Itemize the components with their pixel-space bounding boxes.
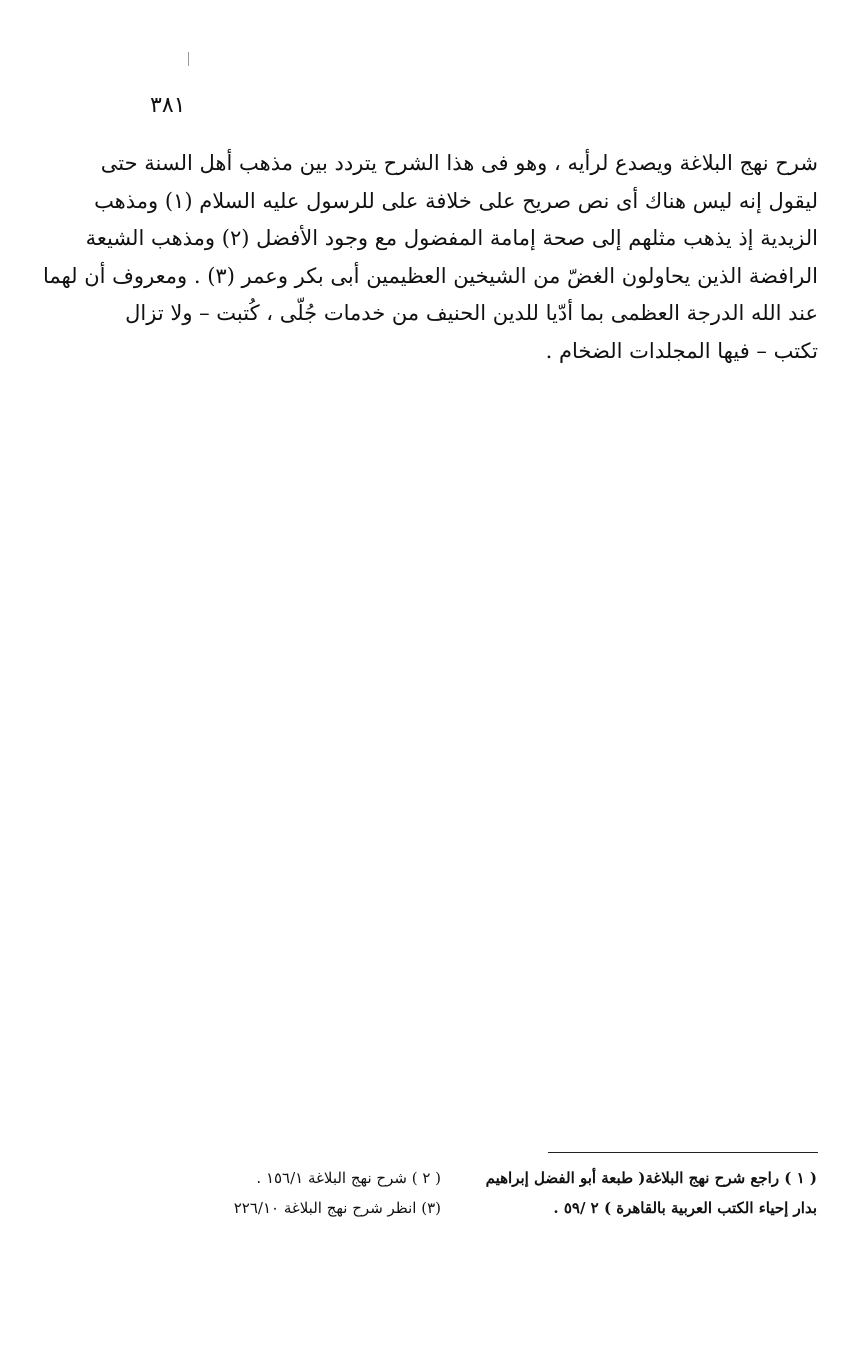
- body-line: عند الله الدرجة العظمى بما أدّيا للدين الحنيف من خدمات جُلّى ، كُتبت – ولا تزال: [125, 301, 818, 325]
- page-number: ٣٨١: [150, 93, 186, 118]
- body-line: شرح نهج البلاغة ويصدع لرأيه ، وهو فى هذا الشرح يتردد بين مذهب أهل السنة حتى: [100, 151, 818, 175]
- footnote-divider: [548, 1152, 818, 1153]
- footnote-1: ( ١ ) راجع شرح نهج البلاغة( طبعة أبو الفضل إبراهيم: [485, 1169, 817, 1187]
- body-line: تكتب – فيها المجلدات الضخام .: [545, 338, 818, 363]
- footnote-1-continued: بدار إحياء الكتب العربية بالقاهرة ) ٢ /٥٩ .: [553, 1199, 817, 1217]
- footnote-2: ( ٢ ) شرح نهج البلاغة ١٥٦/١ .: [256, 1169, 441, 1187]
- body-line: الزيدية إذ يذهب مثلهم إلى صحة إمامة المفضول مع وجود الأفضل (٢) ومذهب الشيعة: [85, 226, 818, 250]
- body-line: ليقول إنه ليس هناك أى نص صريح على خلافة على للرسول عليه السلام (١) ومذهب: [94, 188, 818, 213]
- body-paragraph: [42, 145, 818, 370]
- scan-mark: [188, 52, 189, 66]
- body-line: الرافضة الذين يحاولون الغضّ من الشيخين العظيمين أبى بكر وعمر (٣) . ومعروف أن لهما: [42, 263, 818, 288]
- footnote-3: (٣) انظر شرح نهج البلاغة ٢٢٦/١٠: [233, 1199, 441, 1217]
